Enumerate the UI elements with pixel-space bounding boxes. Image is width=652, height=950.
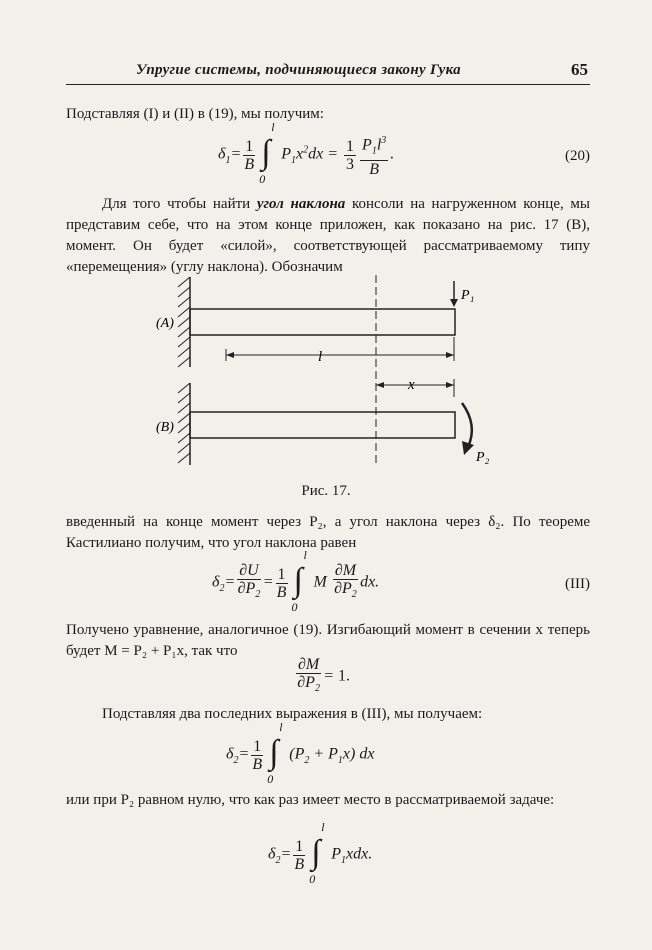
- paragraph-4: Получено уравнение, аналогичное (19). Изгибающий момент в сечении x теперь будет M = P₂ + P₁x, так что: [66, 622, 590, 659]
- label-l: l: [318, 349, 323, 365]
- label-b: (B): [156, 420, 174, 435]
- header-title: Упругие системы, подчиняющиеся закону Гука: [136, 62, 461, 78]
- paragraph-6: или при P₂ равном нулю, что как раз имеет место в рассматриваемой задаче:: [66, 792, 555, 808]
- paragraph-3: введенный на конце момент через P₂, а угол наклона через δ₂. По теореме Кастилиано получим, что угол наклона равен: [66, 514, 590, 551]
- label-x: x: [408, 377, 415, 393]
- beam-a: [190, 309, 455, 335]
- figure-17: [156, 275, 506, 475]
- figure-caption: Рис. 17.: [301, 483, 351, 499]
- paragraph-5: Подставляя два последних выражения в (III), мы получаем:: [102, 706, 483, 722]
- label-a: (A): [156, 316, 174, 331]
- beam-b: [190, 412, 455, 438]
- label-p1: P₁: [461, 288, 475, 303]
- paragraph-1: Подставляя (I) и (II) в (19), мы получим:: [66, 106, 324, 122]
- equation-delta2-general: $\delta_2=$ $\frac{1}{B}$ ∫ l 0 $(P_2 + P_1x)$ dx: [226, 720, 375, 786]
- equation-delta2-final: $\delta_2=$ $\frac{1}{B}$ ∫ l 0 $P_1xdx$.: [268, 820, 373, 886]
- equation-dm-dp2: $\frac{\partial M}{\partial P_2}$ = 1.: [297, 656, 351, 695]
- equation-iii: $\delta_2=$ $\frac{\partial U}{\partial P_2}$ = $\frac{1}{B}$ ∫ l 0 M $\frac{\partial M}{\partial P_2}$ dx.: [212, 548, 380, 614]
- label-p2: P₂: [476, 450, 490, 465]
- equation-20-number: (20): [565, 148, 590, 164]
- paragraph-2: Для того чтобы найти угол наклона консоли на нагруженном конце, мы представим себе, что на этом конце приложен, как показано на рис. 17 (B), момент. Он будет «силой», соответствующей рассматриваемому типу «перемещения» (углу наклона). Обозначим: [66, 196, 590, 275]
- running-header: [66, 60, 590, 85]
- equation-20: $\delta_1=$ $\frac{1}{B}$ ∫ l 0 $P_1x^2dx$ = $\frac{1}{3}$ $\frac{P_1l^3}{B}$ .: [218, 120, 395, 186]
- equation-iii-number: (III): [565, 576, 590, 592]
- page-number: 65: [571, 60, 588, 79]
